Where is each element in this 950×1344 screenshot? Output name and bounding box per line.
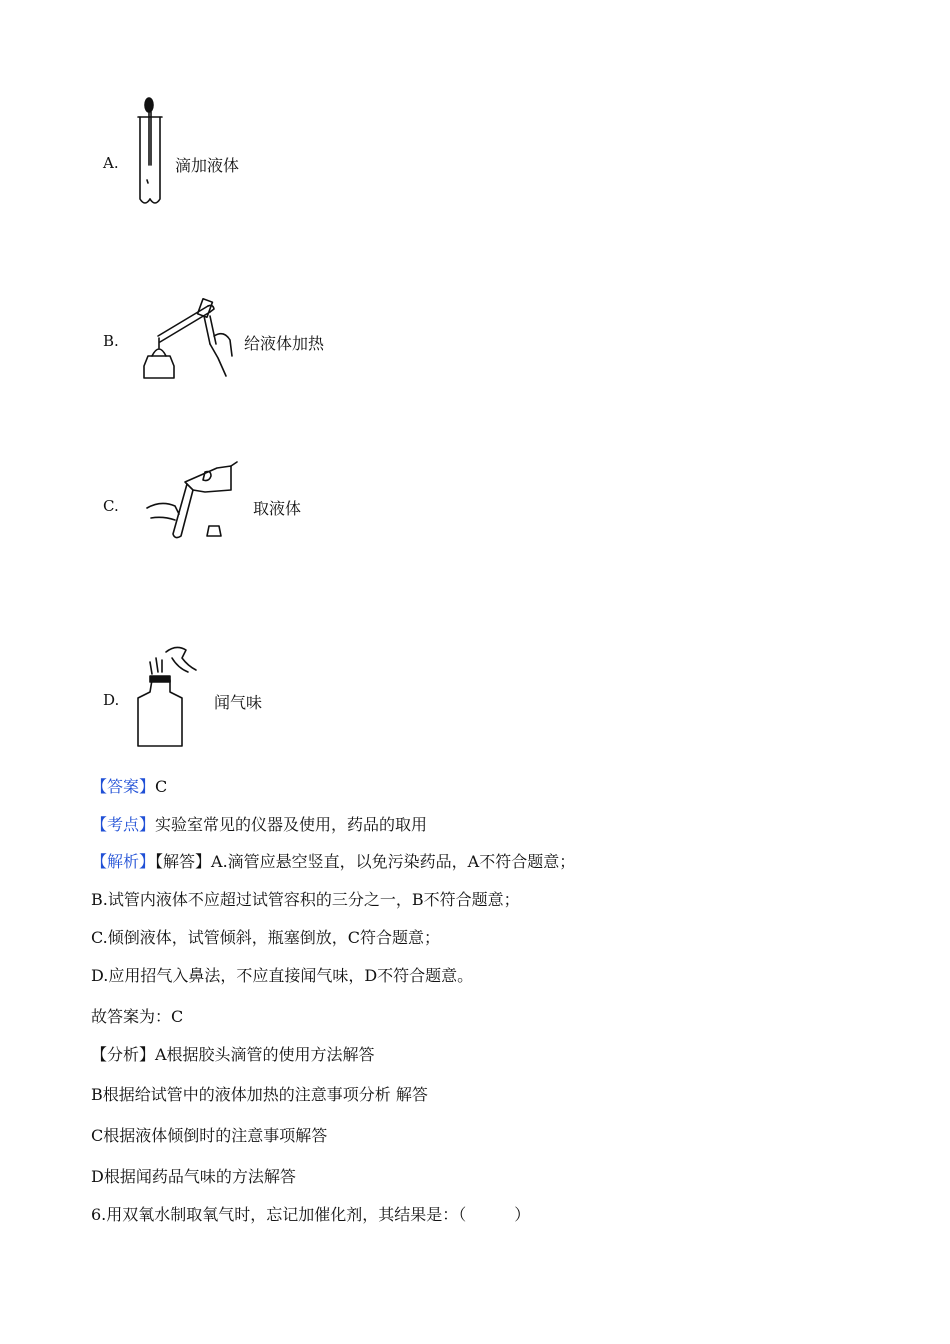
option-d-letter: D.: [103, 691, 120, 709]
kaodian-text: 实验室常见的仪器及使用，药品的取用: [155, 815, 428, 834]
option-b-label: 给液体加热: [244, 334, 325, 353]
kaodian-tag: 【考点】: [91, 815, 156, 834]
jiexi-tag: 【解析】: [91, 852, 156, 871]
option-c-letter: C.: [103, 497, 119, 515]
fenxi-line-1: 【分析】A根据胶头滴管的使用方法解答: [91, 1045, 375, 1064]
fenxi-line-4: D根据闻药品气味的方法解答: [91, 1167, 296, 1186]
fenxi-line-2: B根据给试管中的液体加热的注意事项分析 解答: [91, 1085, 428, 1104]
jiexi-line-2: B.试管内液体不应超过试管容积的三分之一，B不符合题意；: [91, 890, 520, 909]
jiexi-line-3: C.倾倒液体，试管倾斜，瓶塞倒放，C符合题意；: [91, 928, 441, 947]
option-d-label: 闻气味: [214, 693, 263, 712]
fenxi-line-3: C根据液体倾倒时的注意事项解答: [91, 1126, 328, 1145]
kaodian-line: [91, 815, 427, 835]
answer-tag: 【答案】: [91, 777, 156, 796]
jiexi-line-4: D.应用招气入鼻法，不应直接闻气味，D不符合题意。: [91, 966, 474, 985]
option-a-label: 滴加液体: [175, 156, 240, 175]
option-b-letter: B.: [103, 332, 119, 350]
next-question: 6.用双氧水制取氧气时，忘记加催化剂，其结果是：（ ）: [91, 1205, 531, 1224]
pouring-liquid-figure: [145, 460, 245, 545]
answer-line: [91, 777, 167, 797]
smelling-gas-figure: [132, 642, 202, 752]
heating-liquid-figure: [140, 296, 240, 386]
conclusion-line: 故答案为：C: [91, 1007, 184, 1026]
dropper-test-tube-figure: [132, 95, 172, 210]
jiexi-text-1: 【解答】A.滴管应悬空竖直，以免污染药品，A不符合题意；: [155, 852, 576, 871]
option-c-label: 取液体: [253, 499, 302, 518]
answer-value: C: [155, 777, 168, 796]
option-a-letter: A.: [103, 154, 119, 172]
jiexi-line-1: [91, 852, 575, 872]
